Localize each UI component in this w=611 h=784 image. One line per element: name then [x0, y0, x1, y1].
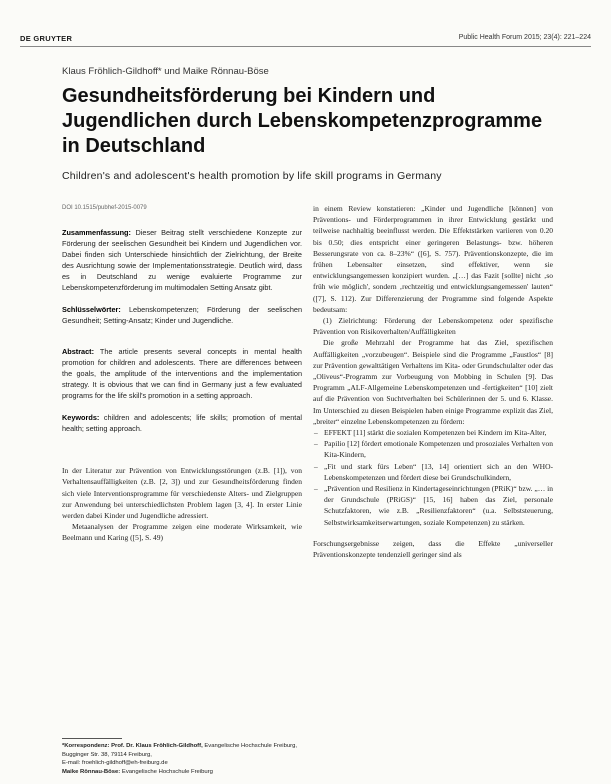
doi: DOI 10.1515/pubhef-2015-0079 — [62, 205, 147, 211]
correspondence-footnote — [62, 742, 302, 776]
article-title — [62, 84, 582, 159]
paragraph: Forschungsergebnisse zeigen, dass die Effekte „universeller Präventionskonzepte tendenziell geringer sind als — [313, 538, 553, 560]
footnote-text: Evangelische Hochschule Freiburg, Bugginger Str. 38, 79114 Freiburg, — [62, 743, 298, 758]
left-column — [62, 203, 302, 544]
paragraph: (1) Zielrichtung: Förderung der Lebenskompetenz oder spezifische Prävention von Risikoverhalten/Auffälligkeiten — [313, 316, 553, 337]
abstract-german-text: Dieser Beitrag stellt verschiedene Konzepte zur Förderung der seelischen Gesundheit bei Kindern und Jugendlichen vor. Dabei finden sich Unterschiede hinsichtlich der Zielrichtung, der Breite des Ausrichtung sowie der Implementationsstrategie. Deutlich wird, dass es in Deutschland zu wenige evaluierte Programme zur Lebenskompetenzförderung im multimodalen Setting Ansatz gibt. — [62, 228, 302, 293]
title-line: Gesundheitsförderung bei Kindern und — [62, 85, 436, 107]
paragraph: Metaanalysen der Programme zeigen eine moderate Wirksamkeit, wie Beelmann und Karing ([5], S. 49) — [62, 522, 302, 543]
list-item: – „Prävention und Resilienz in Kindertageseinrichtungen (PRiK)“ bzw. „… in der Grundschule (PRiGS)“ [15, 16] haben das Ziel, personale Schutzfaktoren, wie z.B. „Resilienzfaktoren“ (u.a. Selbststeuerung, Selbstwirksamkeitserwartungen, soziale Kompetenzen) zu stärken. — [313, 483, 553, 528]
body-text-right-end — [313, 538, 553, 560]
keywords-english — [62, 412, 302, 434]
paragraph: In der Literatur zur Prävention von Entwicklungsstörungen (z.B. [1]), von Verhaltensauffälligkeiten (z.B. [2, 3]) und zur Gesundheitsförderung finden sich viele Interventionsprogramme für verschiedenste Alters- und Zielgruppen zur Anwendung bei unterschiedlichsten Problem lagen [3, 4]. In erster Linie werden dabei Kinder und Jugendliche adressiert. — [62, 466, 302, 521]
footnote-divider — [62, 738, 122, 739]
list-item: – EFFEKT [11] stärkt die sozialen Kompetenzen bei Kindern im Kita-Alter, — [313, 427, 553, 438]
paragraph: Die große Mehrzahl der Programme hat das Ziel, spezifischen Auffälligkeiten „vorzubeugen“. Beispiele sind die Programme „Faustlos“ [8] zur Prävention gewalttätigen Verhaltens im Kita- oder Grundschulalter oder das „Oliveus“-Programm zur Vorbeugung von Mobbing in Schulen [9]. Das Programm „ALF-Allgemeine Lebenskompetenzen und -fertigkeiten“ [10] zielt auf die Prävention von Suchtverhalten bei Schülerinnen der 5. und 6. Klasse. Im Unterschied zu diesen Beispielen haben einige Programme explizit das Ziel, „breiter“ einzelne Lebenskompetenzen zu fördern: — [313, 338, 553, 426]
body-text-left — [62, 465, 302, 543]
publisher-name: DE GRUYTER — [20, 34, 73, 43]
list-item: – Papilio [12] fördert emotionale Kompetenzen und prosoziales Verhalten von Kita-Kindern, — [313, 438, 553, 460]
keywords-german-text: Lebenskompetenzen; Förderung der seelischen Gesundheit; Setting-Ansatz; Kinder und Jugendliche. — [62, 305, 302, 326]
journal-reference: Public Health Forum 2015; 23(4): 221–224 — [458, 34, 591, 41]
footnote-second-text: Evangelische Hochschule Freiburg — [120, 768, 213, 775]
abstract-english-label: Abstract: — [62, 347, 95, 357]
keywords-german-label: Schlüsselwörter: — [62, 305, 121, 315]
keywords-english-text: children and adolescents; life skills; promotion of mental health; setting approach. — [62, 413, 302, 434]
footnote-email: E-mail: froehlich-gildhoff@eh-freiburg.de — [62, 760, 168, 767]
header-divider — [20, 46, 591, 47]
article-subtitle: Children's and adolescent's health promotion by life skill programs in Germany — [62, 170, 442, 182]
paragraph: in einem Review konstatieren: „Kinder und Jugendliche [können] von Präventions- und Förderprogrammen in ihrer Entwicklung gestärkt und teilweise nachhaltig beeinflusst werden. Die Effektstärken variieren von 0.20 bis 0.50; dies entspricht einer geringeren Belastungs- bzw. höheren Besserungsrate von ca. 8–23%“ ([6], S. 757). Präventionskonzepte, die im frühen Lebensalter einsetzen, sind effektiver, wenn sie entwicklungsangemessen konzipiert wurden. „[…] das Fazit [sollte] nicht ‚so früh wie möglich', sondern ‚rechtzeitig und entwicklungsangemessen' lauten“ ([7], S. 112). Zur Differenzierung der Programme sind folgende Aspekte bedeutsam: — [313, 204, 553, 314]
title-line: Jugendlichen durch Lebenskompetenzprogramme — [62, 110, 543, 132]
body-text-right — [313, 203, 553, 427]
article-authors: Klaus Fröhlich-Gildhoff* und Maike Rönnau-Böse — [62, 66, 269, 77]
abstract-german-label: Zusammenfassung: — [62, 228, 131, 238]
keywords-english-label: Keywords: — [62, 413, 100, 423]
right-column — [313, 203, 553, 560]
footnote-label: *Korrespondenz: Prof. Dr. Klaus Fröhlich-Gildhoff, — [62, 743, 203, 749]
list-item: – „Fit und stark fürs Leben“ [13, 14] orientiert sich an den WHO-Lebenskompetenzen und fördert diese bei Grundschulkindern, — [313, 461, 553, 483]
keywords-german — [62, 304, 302, 326]
program-list — [313, 427, 553, 528]
title-line: in Deutschland — [62, 135, 206, 157]
abstract-english-text: The article presents several concepts in mental health promotion for children and adolescents. There are differences between the goals, the amplitude of the interventions and the implementation strategy. It is obvious that we can find in Germany just a few evaluated programs for the life skill's promotion in a setting approach. — [62, 347, 302, 401]
abstract-english — [62, 346, 302, 401]
abstract-german — [62, 227, 302, 293]
footnote-second-label: Maike Rönnau-Böse: — [62, 768, 121, 775]
